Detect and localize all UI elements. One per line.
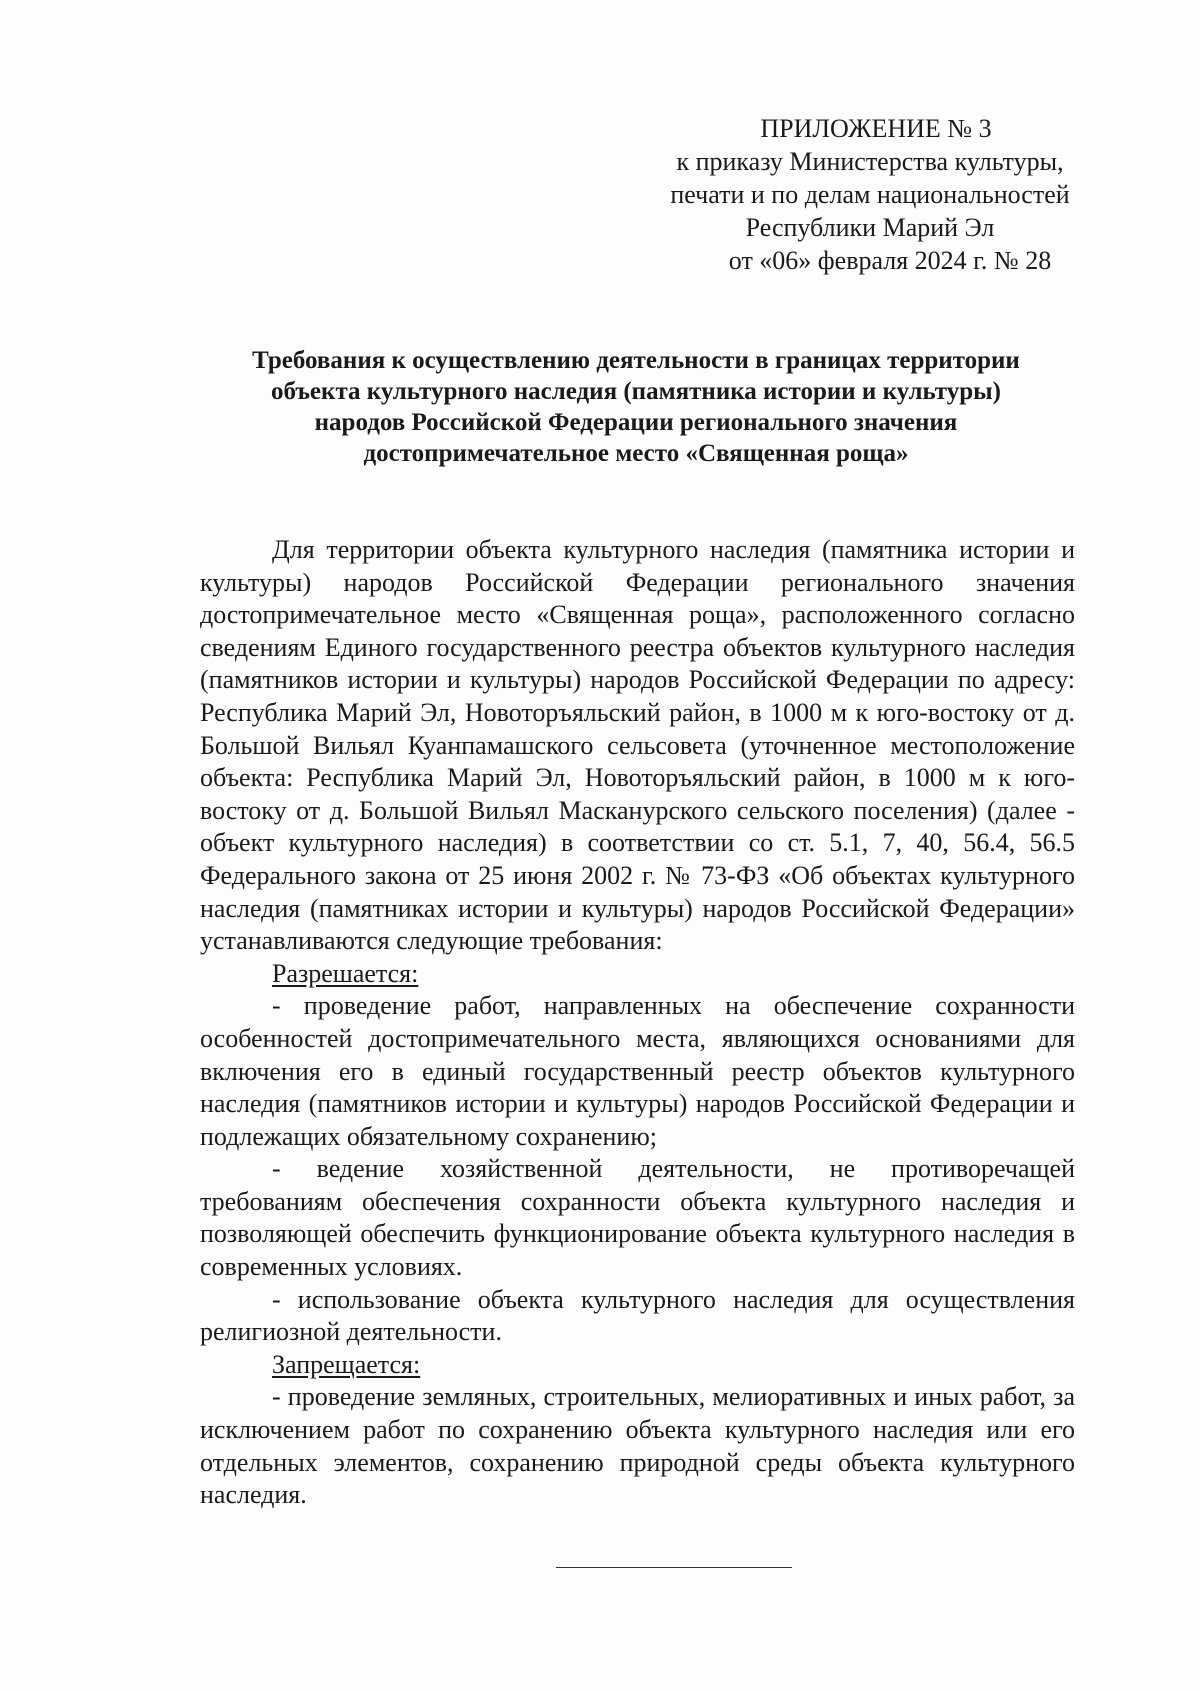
closing-rule (556, 1567, 792, 1568)
appendix-header (640, 112, 1100, 277)
allowed-item: - ведение хозяйственной деятельности, не противоречащей требованиям обеспечения сохранности объекта культурного наследия и позволяющей обеспечить функционирование объекта культурного наследия в современных условиях. (200, 1154, 1075, 1282)
appendix-heading: ПРИЛОЖЕНИЕ № 3 (760, 114, 992, 143)
document-title (196, 345, 1076, 469)
appendix-order-line: к приказу Министерства культуры, (676, 147, 1064, 176)
forbidden-section-heading (200, 1349, 1075, 1382)
allowed-section-heading (200, 958, 1075, 991)
intro-paragraph: Для территории объекта культурного наследия (памятника истории и культуры) народов Российской Федерации регионального значения достопримечательное место «Священная роща», расположенного согласно сведениям Единого государственного реестра объектов культурного наследия (памятников истории и культуры) народов Российской Федерации по адресу: Республика Марий Эл, Новоторъяльский район, в 1000 м к юго-востоку от д. Большой Вильял Куанпамашского сельсовета (уточненное местоположение объекта: Республика Марий Эл, Новоторъяльский район, в 1000 м к юго-востоку от д. Большой Вильял Масканурского сельского поселения) (далее - объект культурного наследия) в соответствии со ст. 5.1, 7, 40, 56.4, 56.5 Федерального закона от 25 июня 2002 г. № 73-ФЗ «Об объектах культурного наследия (памятниках истории и культуры) народов Российской Федерации» устанавливаются следующие требования: (200, 535, 1075, 956)
title-line: достопримечательное место «Священная роща» (363, 440, 909, 467)
allowed-item: - использование объекта культурного наследия для осуществления религиозной деятельности. (200, 1284, 1075, 1347)
title-line: народов Российской Федерации регионального значения (314, 409, 958, 436)
appendix-republic-line: Республики Марий Эл (745, 213, 995, 242)
title-line: Требования к осуществлению деятельности в границах территории (252, 347, 1020, 374)
allowed-item: - проведение работ, направленных на обеспечение сохранности особенностей достопримечательного места, являющихся основаниями для включения его в единый государственный реестр объектов культурного наследия (памятников истории и культуры) народов Российской Федерации и подлежащих обязательному сохранению; (200, 991, 1075, 1151)
appendix-date-line: от «06» февраля 2024 г. № 28 (728, 246, 1052, 275)
appendix-ministry-line: печати и по делам национальностей (670, 180, 1070, 209)
forbidden-item: - проведение земляных, строительных, мелиоративных и иных работ, за исключением работ по сохранению объекта культурного наследия или его отдельных элементов, сохранению природной среды объекта культурного наследия. (200, 1382, 1075, 1510)
forbidden-label: Запрещается: (272, 1349, 421, 1379)
allowed-label: Разрешается: (272, 958, 419, 988)
title-line: объекта культурного наследия (памятника истории и культуры) (270, 378, 1001, 405)
document-body (200, 534, 1075, 1512)
